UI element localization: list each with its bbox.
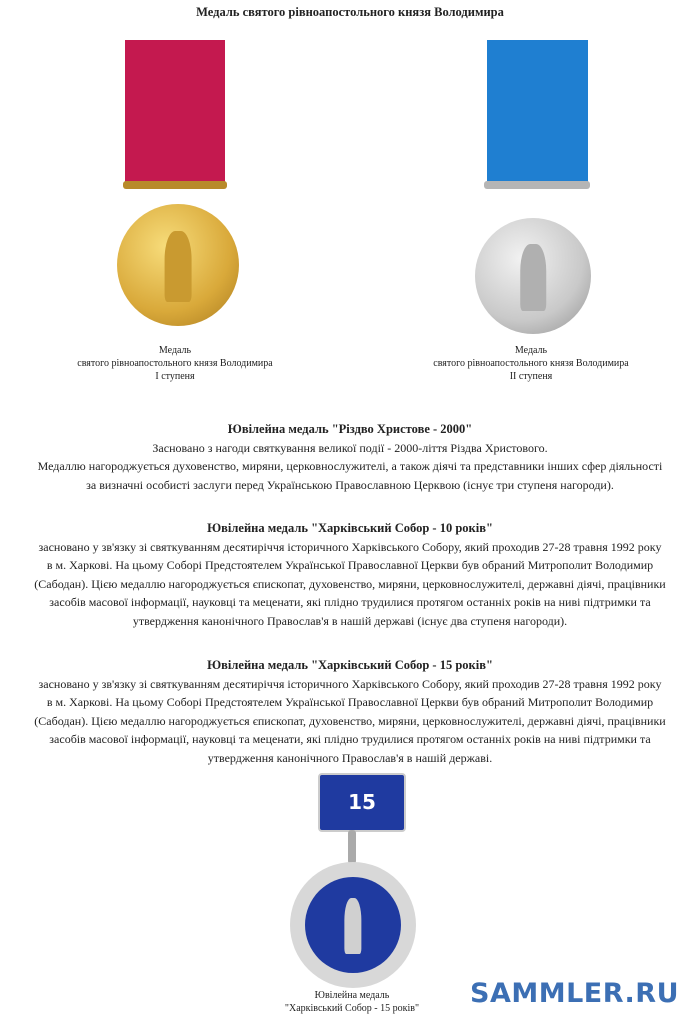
banner-15: 15: [318, 773, 406, 832]
ribbon-bar: [484, 181, 590, 189]
section-sobor-15: Ювілейна медаль "Харківський Собор - 15 років" засновано у зв'язку зі святкуванням десятиріччя історичного Харківського Собору, який проходив 27-28 травня 1992 року в м. Харкові. На цьому Соборі Предстоятелем Української Православної Церкви був обраний Митрополит Володимир (Сабодан). Цією медаллю нагороджується єпископат, духовенство, миряни, церковнослужителі, державні діячі, працівники засобів масової інформації, науковці та меценати, які плідно трудилися протягом останніх років на ниві підтримки та утвердження канонічного Православ'я в нашій державі.: [0, 656, 700, 767]
caption-medal-2: Медаль святого рівноапостольного князя Володимира II ступеня: [433, 345, 629, 382]
ribbon-bar: [123, 181, 227, 189]
blue-enamel-center: [305, 877, 401, 973]
section-sobor-10: Ювілейна медаль "Харківський Собор - 10 років" засновано у зв'язку зі святкуванням десятиріччя історичного Харківського Собору, який проходив 27-28 травня 1992 року в м. Харкові. На цьому Соборі Предстоятелем Української Православної Церкви був обраний Митрополит Володимир (Сабодан). Цією медаллю нагороджується єпископат, духовенство, миряни, церковнослужителі, державні діячі, працівники засобів масової інформації, науковці та меценати, які плідно трудилися протягом останніх років на ниві підтримки та утвердження канонічного Православ'я в нашій державі (існує два ступеня нагороди).: [0, 519, 700, 630]
watermark: SAMMLER.RU: [470, 978, 679, 1009]
silver-rim: [290, 862, 416, 988]
section-heading: Ювілейна медаль "Різдво Христове - 2000": [227, 422, 473, 436]
caption-medal-sobor-15: Ювілейна медаль "Харківський Собор - 15 років": [284, 990, 420, 1014]
gold-medal: [117, 204, 239, 326]
section-heading: Ювілейна медаль "Харківський Собор - 10 років": [207, 521, 493, 535]
section-rizdvo-2000: Ювілейна медаль "Різдво Христове - 2000" Засновано з нагоди святкування великої події - 2000-ліття Різдва Христового. Медаллю нагороджується духовенство, миряни, церковнослужителі, а також діячі та представники інших сфер діяльності за визначні особисті заслуги перед Українською Православною Церквою (існує три ступеня нагороди).: [0, 420, 700, 494]
caption-medal-1: Медаль святого рівноапостольного князя Володимира I ступеня: [77, 345, 273, 382]
silver-medal: [475, 218, 591, 334]
page-title: Медаль святого рівноапостольного князя Володимира: [196, 5, 504, 19]
medal-link: [348, 830, 356, 864]
ribbon-blue: [487, 40, 588, 183]
ribbon-red: [125, 40, 225, 183]
section-heading: Ювілейна медаль "Харківський Собор - 15 років": [207, 658, 493, 672]
